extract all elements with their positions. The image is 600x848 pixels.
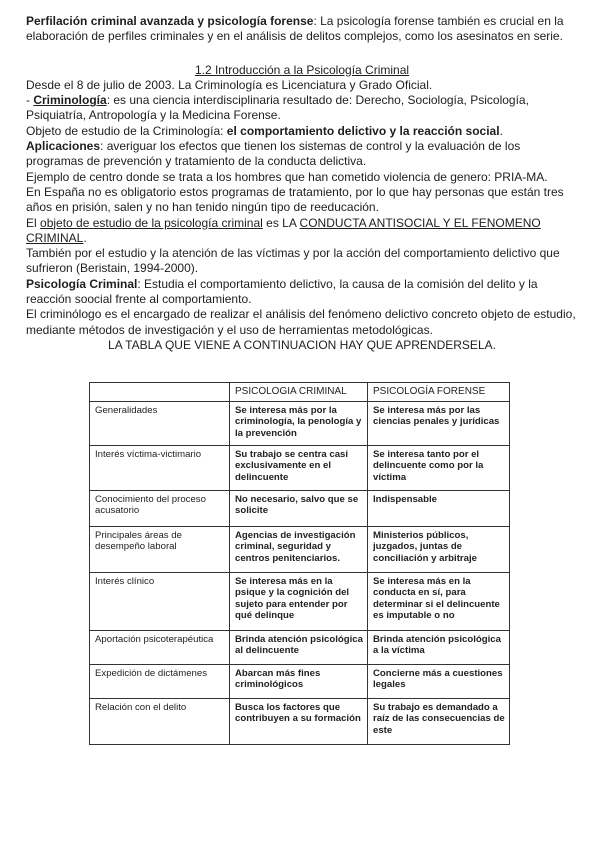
row-label: Relación con el delito bbox=[90, 698, 230, 744]
criminal-cell: Abarcan más fines criminológicos bbox=[230, 664, 368, 698]
row-label: Expedición de dictámenes bbox=[90, 664, 230, 698]
criminologia-definition: : es una ciencia interdisciplinaria resultado de: Derecho, Sociología, Psicología, Psiquiatría, Antropología y la Medicina Forense. bbox=[26, 93, 529, 123]
el-word: El bbox=[26, 215, 41, 230]
header-psicologia-criminal: PSICOLOGIA CRIMINAL bbox=[230, 383, 368, 402]
table-row bbox=[90, 664, 510, 698]
table-note: LA TABLA QUE VIENE A CONTINUACION HAY QUE APRENDERSELA. bbox=[108, 337, 496, 352]
table-row bbox=[90, 526, 510, 572]
paragraph-criminologo: El criminólogo es el encargado de realizar el análisis del fenómeno delictivo concreto objeto de estudio, mediante métodos de investigación y el uso de herramientas metodológicas. bbox=[26, 307, 576, 337]
forense-cell: Ministerios públicos, juzgados, juntas de conciliación y arbitraje bbox=[368, 526, 510, 572]
forense-cell: Se interesa tanto por el delincuente como por la víctima bbox=[368, 445, 510, 490]
paragraph-aplicaciones bbox=[26, 139, 578, 170]
row-label: Principales áreas de desempeño laboral bbox=[90, 526, 230, 572]
paragraph-criminologia bbox=[26, 93, 578, 124]
criminal-cell: No necesario, salvo que se solicite bbox=[230, 490, 368, 526]
aplicaciones-text: : averiguar los efectos que tienen los sistemas de control y la evaluación de los programas de prevención y tratamiento de la conducta delictiva. bbox=[26, 139, 521, 169]
intro-paragraph bbox=[26, 14, 578, 45]
paragraph-date: Desde el 8 de julio de 2003. La Criminología es Licenciatura y Grado Oficial. bbox=[26, 77, 433, 92]
intro-lead: Perfilación criminal avanzada y psicología forense bbox=[26, 14, 314, 28]
comparison-table bbox=[89, 382, 510, 745]
forense-cell: Se interesa más por las ciencias penales y jurídicas bbox=[368, 401, 510, 445]
paragraph-espana: En España no es obligatorio estos programas de tratamiento, por lo que hay personas que están tres años en prisión, salen y no han tenido ningún tipo de reeducación. bbox=[26, 184, 564, 215]
psicologia-criminal-definition: : Estudia el comportamiento delictivo, la causa de la comisión del delito y la reacción soocial frente al comportamiento. bbox=[26, 276, 538, 307]
forense-cell: Su trabajo es demandado a raíz de las consecuencias de este bbox=[368, 698, 510, 744]
table-row bbox=[90, 445, 510, 490]
criminal-cell: Brinda atención psicológica al delincuente bbox=[230, 630, 368, 664]
table-row bbox=[90, 630, 510, 664]
criminal-cell: Se interesa más por la criminología, la penología y la prevención bbox=[230, 401, 368, 445]
conducta-antisocial: CONDUCTA ANTISOCIAL Y EL FENOMENO CRIMINAL bbox=[26, 215, 541, 245]
document-body bbox=[26, 14, 578, 353]
criminal-cell: Agencias de investigación criminal, seguridad y centros penitenciarios. bbox=[230, 526, 368, 572]
criminal-cell: Se interesa más en la psique y la cognición del sujeto para entender por qué delinque bbox=[230, 572, 368, 630]
objeto-label: Objeto de estudio de la Criminología: bbox=[26, 123, 227, 138]
term-objeto-psicologia: objeto de estudio de la psicología criminal bbox=[40, 215, 263, 230]
term-aplicaciones: Aplicaciones bbox=[26, 139, 101, 154]
es-la: es LA bbox=[262, 215, 300, 230]
criminal-cell: Busca los factores que contribuyen a su formación bbox=[230, 698, 368, 744]
table-row bbox=[90, 490, 510, 526]
table-header-row bbox=[90, 383, 510, 402]
forense-cell: Concierne más a cuestiones legales bbox=[368, 664, 510, 698]
row-label: Interés clínico bbox=[90, 572, 230, 630]
paragraph-ejemplo: Ejemplo de centro donde se trata a los hombres que han cometido violencia de genero: PRIA-MA. bbox=[26, 169, 548, 184]
dash: - bbox=[26, 93, 34, 108]
criminal-cell: Su trabajo se centra casi exclusivamente en el delincuente bbox=[230, 445, 368, 490]
table-row bbox=[90, 572, 510, 630]
period: . bbox=[499, 123, 503, 138]
header-empty bbox=[90, 383, 230, 402]
term-criminologia: Criminología bbox=[33, 93, 107, 108]
table-row bbox=[90, 401, 510, 445]
row-label: Interés víctima-victimario bbox=[90, 445, 230, 490]
forense-cell: Brinda atención psicológica a la víctima bbox=[368, 630, 510, 664]
forense-cell: Indispensable bbox=[368, 490, 510, 526]
paragraph-objeto-criminologia bbox=[26, 124, 578, 139]
objeto-value: el comportamiento delictivo y la reacción social bbox=[226, 123, 500, 138]
paragraph-objeto-psicologia bbox=[26, 216, 578, 247]
intro-text: : La psicología forense también es crucial en la elaboración de perfiles criminales y en el análisis de delitos complejos, como los asesinatos en serie. bbox=[26, 14, 564, 44]
section-title: 1.2 Introducción a la Psicología Criminal bbox=[194, 62, 410, 77]
row-label: Generalidades bbox=[90, 401, 230, 445]
row-label: Conocimiento del proceso acusatorio bbox=[90, 490, 230, 526]
paragraph-psicologia-criminal bbox=[26, 277, 578, 308]
row-label: Aportación psicoterapéutica bbox=[90, 630, 230, 664]
table-row bbox=[90, 698, 510, 744]
header-psicologia-forense: PSICOLOGÍA FORENSE bbox=[368, 383, 510, 402]
paragraph-victimas: También por el estudio y la atención de las víctimas y por la acción del comportamiento delictivo que sufrieron (Beristain, 1994-2000). bbox=[26, 246, 560, 276]
term-psicologia-criminal: Psicología Criminal bbox=[26, 276, 138, 291]
forense-cell: Se interesa más en la conducta en sí, para determinar si el delincuente es imputable o no bbox=[368, 572, 510, 630]
period: . bbox=[83, 230, 87, 245]
